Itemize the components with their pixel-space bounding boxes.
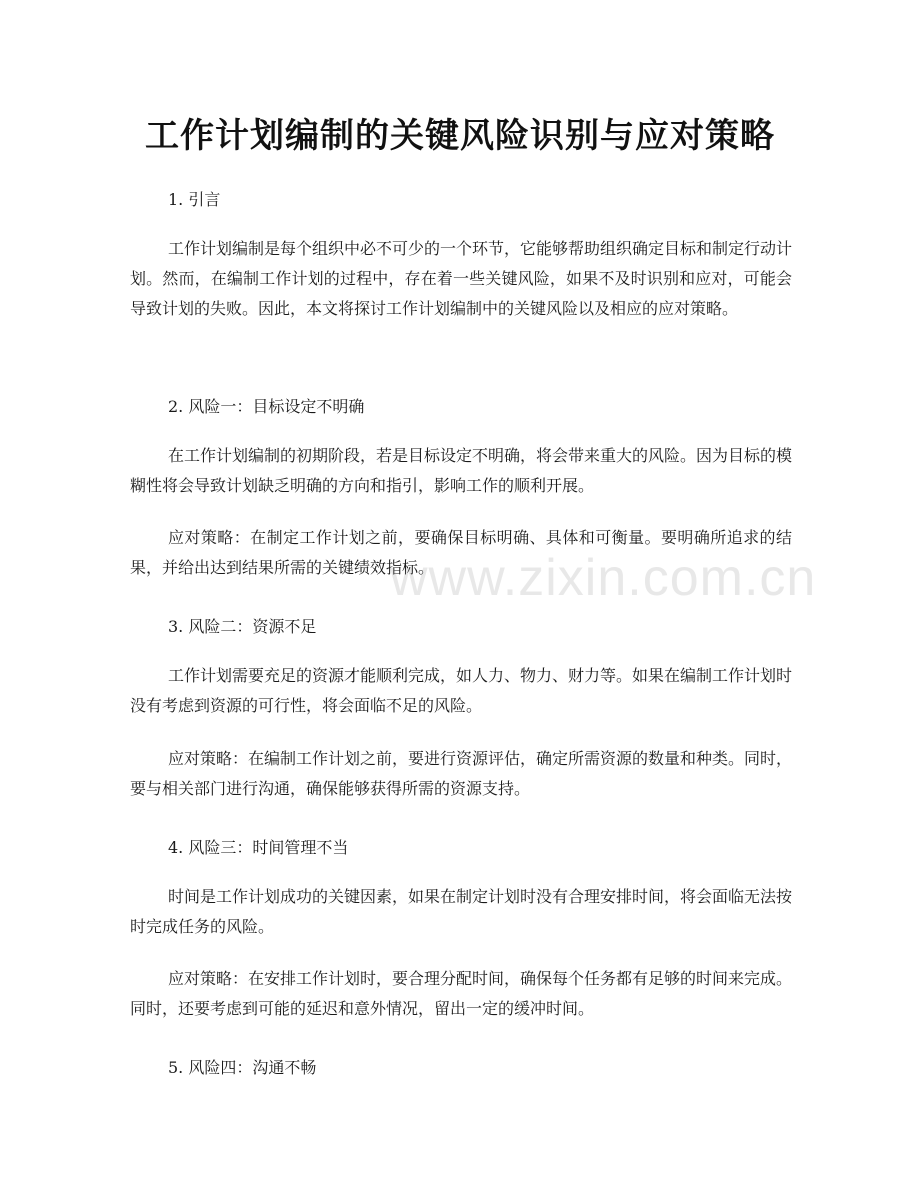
section-heading-risk-4: 5. 风险四：沟通不畅 (168, 1058, 317, 1077)
paragraph-risk-3-strategy: 应对策略：在安排工作计划时，要合理分配时间，确保每个任务都有足够的时间来完成。同时，还要考虑到可能的延迟和意外情况，留出一定的缓冲时间。 (130, 969, 793, 1018)
section-heading-risk-2: 3. 风险二：资源不足 (168, 617, 317, 636)
watermark: www.zixin.com.cn (390, 549, 817, 607)
paragraph-risk-1-strategy: 应对策略：在制定工作计划之前，要确保目标明确、具体和可衡量。要明确所追求的结果，并给出达到结果所需的关键绩效指标。 (130, 528, 792, 577)
section-heading-risk-3: 4. 风险三：时间管理不当 (168, 838, 349, 857)
paragraph-intro: 工作计划编制是每个组织中必不可少的一个环节，它能够帮助组织确定目标和制定行动计划。然而，在编制工作计划的过程中，存在着一些关键风险，如果不及时识别和应对，可能会导致计划的失败。因此，本文将探讨工作计划编制中的关键风险以及相应的应对策略。 (130, 239, 793, 318)
section-heading-risk-1: 2. 风险一：目标设定不明确 (168, 397, 365, 416)
paragraph-risk-2-description: 工作计划需要充足的资源才能顺利完成，如人力、物力、财力等。如果在编制工作计划时没有考虑到资源的可行性，将会面临不足的风险。 (130, 666, 793, 715)
document-title: 工作计划编制的关键风险识别与应对策略 (145, 116, 775, 156)
section-heading-intro: 1. 引言 (168, 190, 221, 209)
paragraph-risk-3-description: 时间是工作计划成功的关键因素，如果在制定计划时没有合理安排时间，将会面临无法按时完成任务的风险。 (130, 887, 793, 936)
paragraph-risk-2-strategy: 应对策略：在编制工作计划之前，要进行资源评估，确定所需资源的数量和种类。同时，要与相关部门进行沟通，确保能够获得所需的资源支持。 (130, 749, 793, 798)
paragraph-risk-1-description: 在工作计划编制的初期阶段，若是目标设定不明确，将会带来重大的风险。因为目标的模糊性将会导致计划缺乏明确的方向和指引，影响工作的顺利开展。 (130, 446, 793, 495)
